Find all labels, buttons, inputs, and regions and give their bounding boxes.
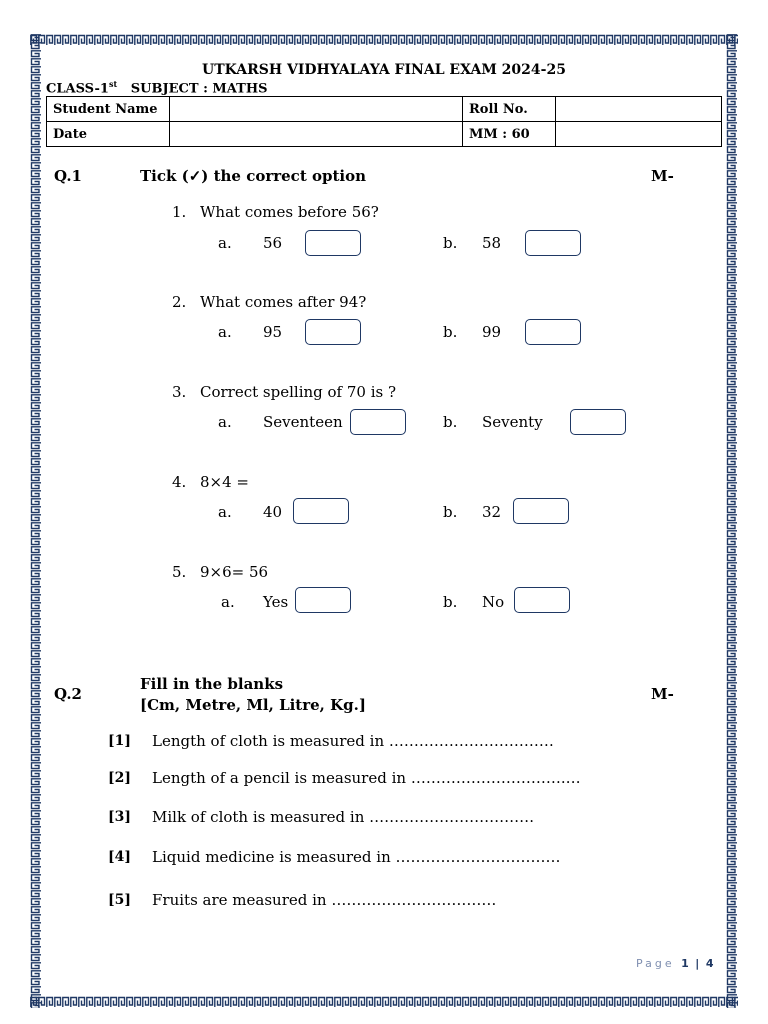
q1-item5-answer-box-a[interactable] bbox=[295, 587, 351, 613]
class-subject-line bbox=[46, 79, 268, 96]
q1-item3-answer-box-a[interactable] bbox=[350, 409, 406, 435]
q2-item2-text: Length of a pencil is measured in ………………………….… bbox=[152, 769, 581, 787]
q1-item3-text: Correct spelling of 70 is ? bbox=[200, 383, 397, 401]
q1-item1-option-a: 56 bbox=[263, 234, 283, 252]
q1-item3-option-b: Seventy bbox=[482, 413, 543, 431]
q1-item2-label-a: a. bbox=[218, 323, 232, 341]
q1-item4-number: 4. bbox=[172, 473, 187, 491]
border-right bbox=[726, 34, 738, 1008]
q1-item4-answer-box-a[interactable] bbox=[293, 498, 349, 524]
q1-item4-label-b: b. bbox=[443, 503, 458, 521]
q1-item4-option-b: 32 bbox=[482, 503, 502, 521]
border-top bbox=[30, 34, 738, 46]
student-name-label: Student Name bbox=[47, 97, 170, 122]
q1-item5-option-b: No bbox=[482, 593, 505, 611]
q1-item2-label-b: b. bbox=[443, 323, 458, 341]
q1-item1-option-b: 58 bbox=[482, 234, 502, 252]
class-superscript: st bbox=[108, 79, 118, 89]
q1-item2-answer-box-a[interactable] bbox=[305, 319, 361, 345]
subject-label: SUBJECT : MATHS bbox=[130, 81, 268, 97]
q1-item1-label-a: a. bbox=[218, 234, 232, 252]
q1-item3-answer-box-b[interactable] bbox=[570, 409, 626, 435]
roll-no-field[interactable] bbox=[556, 97, 722, 122]
q1-item2-text: What comes after 94? bbox=[200, 293, 367, 311]
border-bottom bbox=[30, 996, 738, 1008]
q1-item3-label-b: b. bbox=[443, 413, 458, 431]
q1-item3-number: 3. bbox=[172, 383, 187, 401]
q1-item1-answer-box-a[interactable] bbox=[305, 230, 361, 256]
q2-number: Q.2 bbox=[54, 685, 82, 703]
q1-item5-label-a: a. bbox=[221, 593, 235, 611]
q1-item2-option-a: 95 bbox=[263, 323, 283, 341]
q2-marks: M- bbox=[651, 685, 674, 703]
q1-title: Tick (✓) the correct option bbox=[140, 167, 366, 185]
q1-item5-number: 5. bbox=[172, 563, 187, 581]
q1-item5-label-b: b. bbox=[443, 593, 458, 611]
border-left bbox=[30, 34, 42, 1008]
q1-item3-option-a: Seventeen bbox=[263, 413, 343, 431]
q2-item2-number: [2] bbox=[108, 770, 131, 786]
page-total: 4 bbox=[705, 957, 714, 970]
max-marks-field[interactable] bbox=[556, 122, 722, 147]
student-name-field[interactable] bbox=[170, 97, 463, 122]
q1-item2-answer-box-b[interactable] bbox=[525, 319, 581, 345]
q2-item3-text: Milk of cloth is measured in …………………………… bbox=[152, 808, 535, 826]
q2-word-options: [Cm, Metre, Ml, Litre, Kg.] bbox=[140, 696, 366, 714]
q2-item5-text: Fruits are measured in …………………………… bbox=[152, 891, 497, 909]
q1-item5-option-a: Yes bbox=[263, 593, 289, 611]
q2-item1-number: [1] bbox=[108, 733, 131, 749]
max-marks-label: MM : 60 bbox=[463, 122, 556, 147]
q1-number: Q.1 bbox=[54, 167, 82, 185]
class-label: CLASS-1 bbox=[46, 81, 109, 97]
q1-item4-label-a: a. bbox=[218, 503, 232, 521]
page-separator: | bbox=[695, 957, 700, 970]
q2-item4-number: [4] bbox=[108, 849, 131, 865]
q2-title: Fill in the blanks bbox=[140, 675, 284, 693]
date-field[interactable] bbox=[170, 122, 463, 147]
q2-item4-text: Liquid medicine is measured in …………………………… bbox=[152, 848, 561, 866]
q1-item2-number: 2. bbox=[172, 293, 187, 311]
q1-item3-label-a: a. bbox=[218, 413, 232, 431]
q2-item1-text: Length of cloth is measured in …………………………… bbox=[152, 732, 554, 750]
q1-marks: M- bbox=[651, 167, 674, 185]
q1-item1-text: What comes before 56? bbox=[200, 203, 379, 221]
q1-item1-label-b: b. bbox=[443, 234, 458, 252]
page-current: 1 bbox=[681, 957, 689, 970]
date-label: Date bbox=[47, 122, 170, 147]
q1-item2-option-b: 99 bbox=[482, 323, 502, 341]
q1-item4-option-a: 40 bbox=[263, 503, 283, 521]
q1-item4-text: 8×4 = bbox=[200, 473, 249, 491]
student-info-table bbox=[46, 96, 722, 147]
q1-item5-answer-box-b[interactable] bbox=[514, 587, 570, 613]
exam-title: UTKARSH VIDHYALAYA FINAL EXAM 2024-25 bbox=[202, 62, 566, 78]
roll-no-label: Roll No. bbox=[463, 97, 556, 122]
q2-item5-number: [5] bbox=[108, 892, 131, 908]
q2-item3-number: [3] bbox=[108, 809, 131, 825]
q1-item1-answer-box-b[interactable] bbox=[525, 230, 581, 256]
page-word: Page bbox=[636, 957, 675, 970]
q1-item1-number: 1. bbox=[172, 203, 187, 221]
q1-item5-text: 9×6= 56 bbox=[200, 563, 269, 581]
page-number bbox=[636, 957, 713, 970]
q1-item4-answer-box-b[interactable] bbox=[513, 498, 569, 524]
